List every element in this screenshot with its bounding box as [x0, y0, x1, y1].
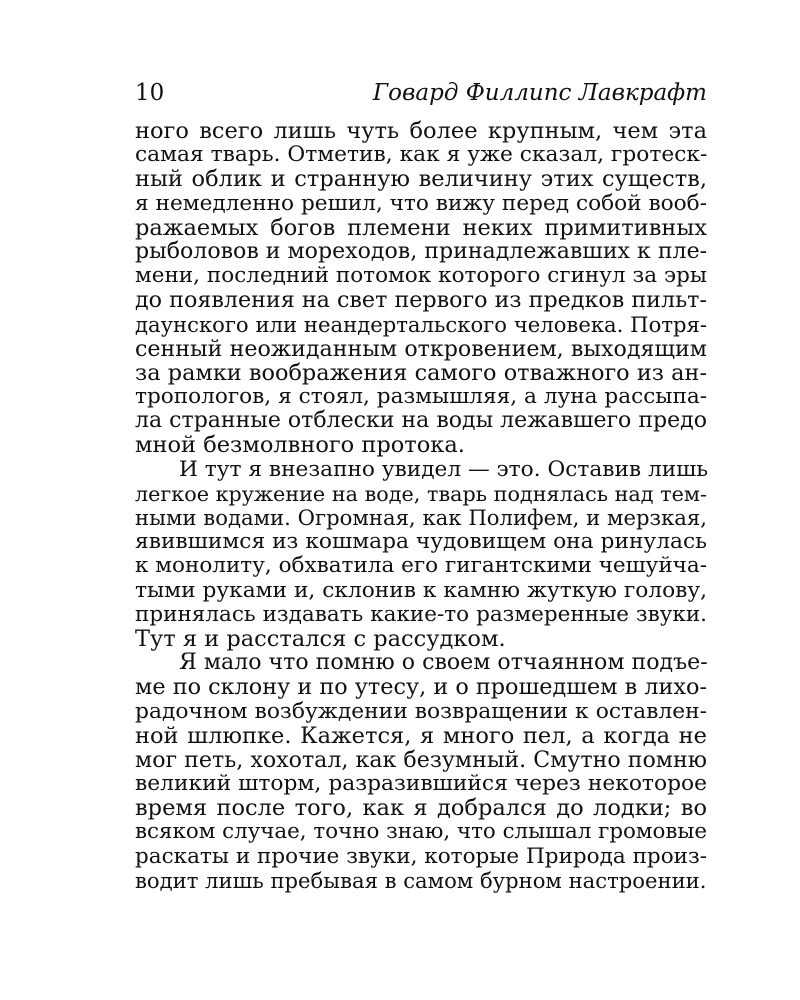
text-line: даунского или неандертальского человека. Потря- [135, 311, 707, 337]
text-line: ными водами. Огромная, как Полифем, и мерзкая, [135, 505, 707, 530]
text-line: к монолиту, обхватила его гигантскими чешуйча- [135, 553, 707, 579]
text-line: Тут я и расстался с рассудком. [135, 625, 506, 652]
text-line: рыболовов и мореходов, принадлежавших к пле- [135, 238, 708, 264]
text-line: принялась издавать какие-то размеренные звуки. [135, 601, 707, 627]
text-line: водит лишь пребывая в самом бурном настроении. [135, 867, 707, 893]
text-line: мог петь, хохотал, как безумный. Смутно помню [135, 746, 707, 773]
text-line: тыми руками и, склонив к камню жуткую голову, [135, 577, 707, 603]
text-line: мной безмолвного протока. [135, 432, 465, 459]
text-line: до появления на свет первого из предков пильт- [135, 287, 707, 314]
text-line: ла странные отблески на воды лежавшего предо [135, 408, 707, 434]
text-line: легкое кружение на воде, тварь поднялась над тем- [135, 481, 707, 506]
paragraph [135, 119, 707, 458]
text-line: самая тварь. Отметив, как я уже сказал, гротеск- [135, 142, 708, 168]
text-line: великий шторм, разразившийся через некоторое [135, 771, 707, 797]
book-author-title: Говард Филлипс Лавкрафт [372, 80, 707, 106]
text-line: я немедленно решил, что вижу перед собой вооб- [135, 190, 707, 216]
text-line: Я мало что помню о своем отчаянном подъе- [179, 650, 708, 676]
text-line: И тут я внезапно увидел — это. Оставив лишь [179, 456, 709, 482]
text-line: ражаемых богов племени неких примитивных [135, 214, 707, 241]
text-line: всяком случае, точно знаю, что слышал громовые [135, 819, 708, 845]
running-head [135, 78, 707, 112]
text-line: ной шлюпке. Кажется, я много пел, а когда не [135, 722, 707, 749]
text-line: ного всего лишь чуть более крупным, чем эта [135, 118, 707, 144]
text-line: радочном возбуждении возвращении к оставлен- [135, 698, 707, 724]
book-page [135, 78, 707, 893]
text-line: явившимся из кошмара чудовищем она ринулась [135, 529, 707, 555]
text-line: сенный неожиданным откровением, выходящим [135, 335, 707, 362]
text-line: тропологов, я стоял, размышляя, а луна рассыпа- [135, 384, 707, 410]
text-line: за рамки воображения самого отважного из ан- [135, 359, 707, 386]
text-line: мени, последний потомок которого сгинул за эры [135, 263, 707, 289]
paragraph [135, 651, 707, 893]
page-number: 10 [135, 80, 165, 106]
text-line: ный облик и странную величину этих существ, [135, 166, 707, 193]
text-line: время после того, как я добрался до лодки; во [135, 795, 707, 822]
body-text [135, 119, 707, 893]
text-line: раскаты и прочие звуки, которые Природа произ- [135, 843, 707, 869]
paragraph [135, 458, 707, 652]
text-line: ме по склону и по утесу, и о прошедшем в лихо- [135, 674, 707, 701]
